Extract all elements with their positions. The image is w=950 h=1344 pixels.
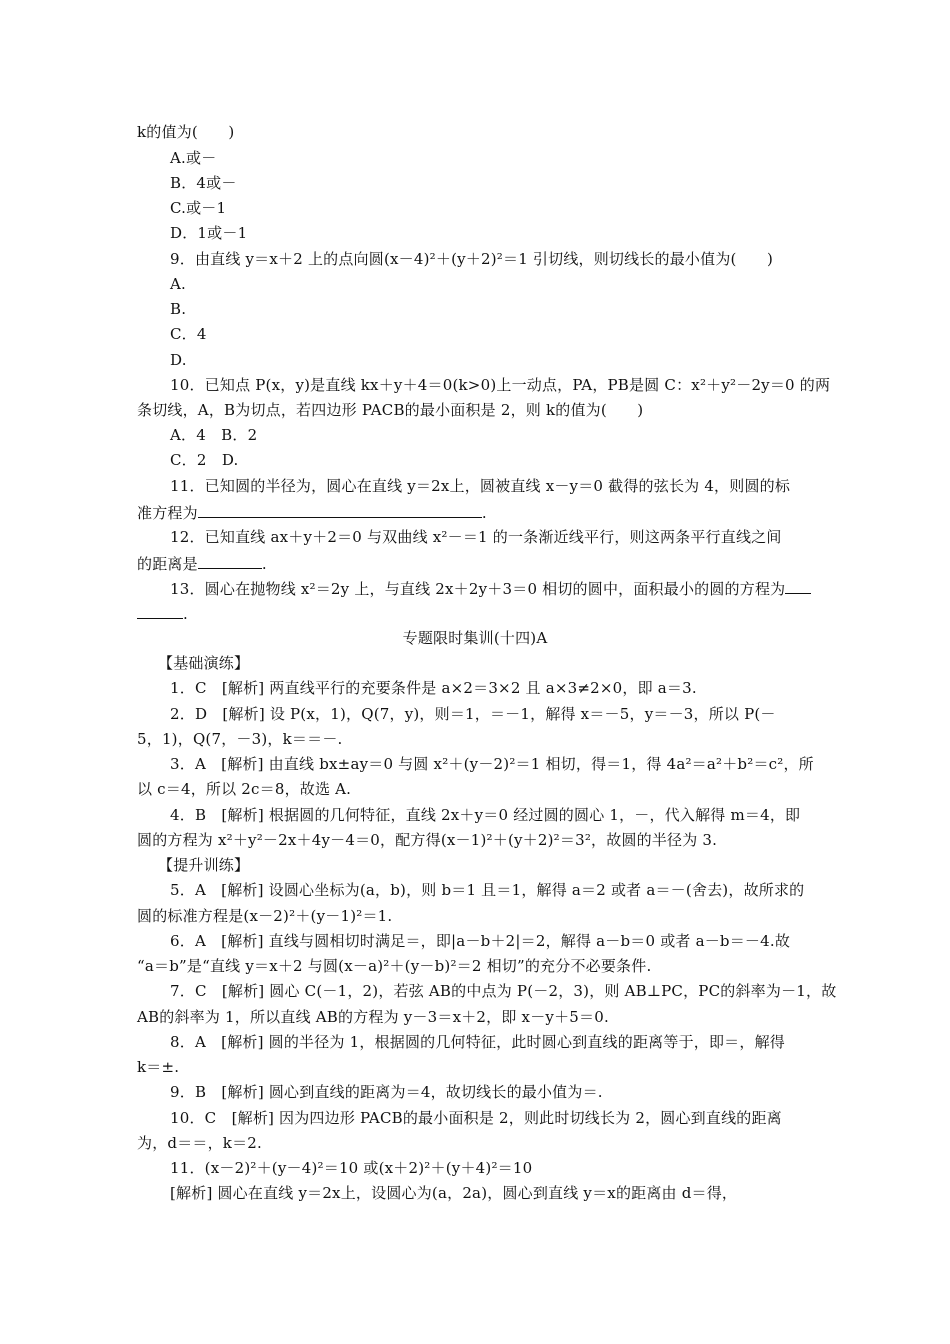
q12-suffix: . [261, 555, 267, 573]
q11-stem-line1: 11．已知圆的半径为，圆心在直线 y＝2x上，圆被直线 x－y＝0 截得的弦长为 4，则圆的标 [170, 477, 791, 495]
advanced-heading: 【提升训练】 [158, 856, 250, 874]
q9-option-b: B. [170, 300, 187, 318]
q11-suffix: . [481, 504, 487, 522]
answer-10-line2: 为，d＝＝，k＝2. [137, 1134, 263, 1152]
q13-answer-blank-a [785, 577, 811, 594]
section-title: 专题限时集训(十四)A [402, 629, 548, 647]
answer-11-analysis: [解析] 圆心在直线 y＝2x上，设圆心为(a，2a)，圆心到直线 y＝x的距离由 d＝得， [170, 1184, 738, 1202]
q8-option-b: B．4或－ [170, 174, 237, 192]
answer-6-line1: 6．A [解析] 直线与圆相切时满足＝，即|a－b＋2|＝2，解得 a－b＝0 或者 a－b＝－4.故 [170, 932, 791, 950]
q9-stem: 9．由直线 y＝x＋2 上的点向圆(x－4)²＋(y＋2)²＝1 引切线，则切线长的最小值为( ) [170, 250, 774, 268]
q10-stem-line1: 10．已知点 P(x，y)是直线 kx＋y＋4＝0(k>0)上一动点，PA，PB是圆 C：x²＋y²－2y＝0 的两 [170, 376, 831, 394]
answer-4-line2: 圆的方程为 x²＋y²－2x＋4y－4＝0，配方得(x－1)²＋(y＋2)²＝3²，故圆的半径为 3. [137, 831, 718, 849]
q13-stem-line1 [170, 577, 950, 599]
q12-stem-line1: 12．已知直线 ax＋y＋2＝0 与双曲线 x²－＝1 的一条渐近线平行，则这两条平行直线之间 [170, 528, 782, 546]
answer-6-line2: “a＝b”是“直线 y＝x＋2 与圆(x－a)²＋(y－b)²＝2 相切”的充分不必要条件. [137, 957, 652, 975]
q11-answer-blank [198, 501, 482, 518]
answer-3-line2: 以 c＝4，所以 2c＝8，故选 A. [137, 780, 352, 798]
answer-3-line1: 3．A [解析] 由直线 bx±ay＝0 与圆 x²＋(y－2)²＝1 相切，得＝1，得 4a²＝a²＋b²＝c²，所 [170, 755, 814, 773]
q8-option-a: A.或－ [170, 149, 217, 167]
q13-text: 13．圆心在抛物线 x²＝2y 上，与直线 2x＋2y＋3＝0 相切的圆中，面积最小的圆的方程为 [170, 580, 786, 598]
basic-heading: 【基础演练】 [158, 654, 250, 672]
q9-option-a: A. [170, 275, 187, 293]
q8-option-d: D．1或－1 [170, 224, 248, 242]
answer-5-line2: 圆的标准方程是(x－2)²＋(y－1)²＝1. [137, 907, 393, 925]
answer-4-line1: 4．B [解析] 根据圆的几何特征，直线 2x＋y＝0 经过圆的圆心 1，－，代入解得 m＝4，即 [170, 806, 801, 824]
answer-11: 11．(x－2)²＋(y－4)²＝10 或(x＋2)²＋(y＋4)²＝10 [170, 1159, 533, 1177]
answer-8-line2: k＝±. [137, 1058, 180, 1076]
answer-1: 1．C [解析] 两直线平行的充要条件是 a×2＝3×2 且 a×3≠2×0，即 a＝3. [170, 679, 697, 697]
q13-answer-blank-b [137, 602, 183, 619]
answer-2-line1: 2．D [解析] 设 P(x，1)，Q(7，y)，则＝1，＝－1，解得 x＝－5，y＝－3，所以 P(－ [170, 705, 776, 723]
q11-stem-line2 [137, 501, 950, 523]
answer-5-line1: 5．A [解析] 设圆心坐标为(a，b)，则 b＝1 且＝1，解得 a＝2 或者 a＝－(舍去)，故所求的 [170, 881, 805, 899]
q9-option-c: C．4 [170, 325, 207, 343]
answer-7-line1: 7．C [解析] 圆心 C(－1，2)，若弦 AB的中点为 P(－2，3)，则 AB⊥PC，PC的斜率为－1，故 [170, 982, 837, 1000]
q10-stem-line2: 条切线，A，B为切点，若四边形 PACB的最小面积是 2，则 k的值为( ) [137, 401, 644, 419]
answer-10-line1: 10．C [解析] 因为四边形 PACB的最小面积是 2，则此时切线长为 2，圆心到直线的距离 [170, 1109, 782, 1127]
q8-option-c: C.或－1 [170, 199, 227, 217]
answer-8-line1: 8．A [解析] 圆的半径为 1，根据圆的几何特征，此时圆心到直线的距离等于，即＝，解得 [170, 1033, 785, 1051]
q10-options-ab: A．4 B．2 [170, 426, 258, 444]
answer-2-line2: 5，1)，Q(7，－3)，k＝＝－. [137, 730, 343, 748]
q12-prefix: 的距离是 [137, 555, 198, 573]
q9-option-d: D. [170, 351, 187, 369]
q10-options-cd: C．2 D. [170, 451, 239, 469]
q13-suffix: . [183, 605, 188, 623]
answer-9: 9．B [解析] 圆心到直线的距离为＝4，故切线长的最小值为＝. [170, 1083, 603, 1101]
q12-stem-line2 [137, 552, 950, 574]
q12-answer-blank [198, 552, 262, 569]
answer-7-line2: AB的斜率为 1，所以直线 AB的方程为 y－3＝x＋2，即 x－y＋5＝0. [137, 1008, 609, 1026]
q13-stem-line2 [137, 602, 950, 624]
q11-prefix: 准方程为 [137, 504, 198, 522]
q8-stem-end: k的值为( ) [137, 123, 235, 141]
